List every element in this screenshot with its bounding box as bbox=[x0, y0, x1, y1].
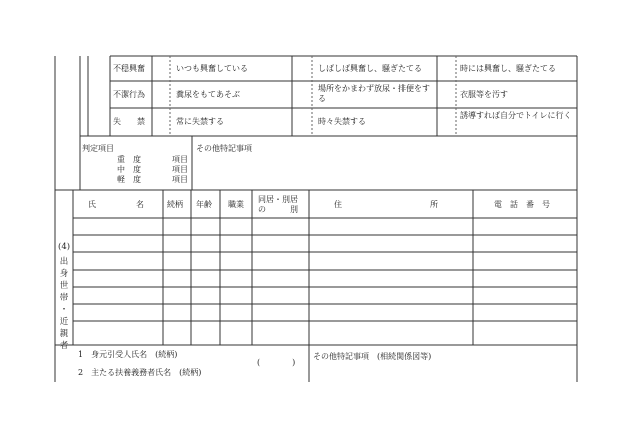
agitation-severe: いつも興奮している bbox=[176, 64, 248, 73]
header-name: 氏 名 bbox=[88, 200, 144, 209]
unclean-severe: 糞尿をもてあそぶ bbox=[176, 90, 240, 99]
row-label-unclean: 不潔行為 bbox=[113, 90, 145, 99]
incontinence-mild: 誘導すれば自分でトイレに行く bbox=[460, 111, 572, 120]
judgement-mild-unit: 項目 bbox=[172, 175, 188, 184]
agitation-mild: 時には興奮し、騒ぎたてる bbox=[460, 64, 556, 73]
agitation-moderate: しばしば興奮し、騒ぎたてる bbox=[318, 64, 422, 73]
row-label-incontinence: 失 禁 bbox=[113, 117, 145, 126]
unclean-moderate: 場所をかまわず放尿・排便をする bbox=[318, 84, 430, 103]
incontinence-moderate: 時々失禁する bbox=[318, 117, 366, 126]
family-section-title: 出 身 世 帯 ・ 近 親 者 bbox=[59, 257, 69, 351]
guarantor-relation-paren: ( ) bbox=[257, 358, 296, 367]
header-cohabit: 同居・別居 の 別 bbox=[258, 195, 298, 214]
family-section-number: (4) bbox=[58, 242, 71, 252]
family-notes-label: その他特記事項 (相続関係図等) bbox=[313, 352, 432, 361]
header-address: 住 所 bbox=[334, 200, 438, 209]
header-job: 職業 bbox=[228, 200, 244, 209]
judgement-title: 判定項目 bbox=[82, 144, 114, 153]
judgement-severe-unit: 項目 bbox=[172, 155, 188, 164]
header-relation: 続柄 bbox=[167, 200, 183, 209]
supporter-label: 2 主たる扶養義務者氏名 (続柄) bbox=[78, 368, 202, 377]
row-label-agitation: 不穏興奮 bbox=[113, 64, 145, 73]
header-phone: 電 話 番 号 bbox=[494, 200, 550, 209]
judgement-moderate-unit: 項目 bbox=[172, 165, 188, 174]
judgement-severe-level: 重 度 bbox=[117, 155, 141, 164]
judgement-mild-level: 軽 度 bbox=[117, 175, 141, 184]
judgement-notes-label: その他特記事項 bbox=[196, 144, 252, 153]
guarantor-label: 1 身元引受人氏名 (続柄) bbox=[78, 350, 178, 359]
header-age: 年齢 bbox=[196, 200, 212, 209]
unclean-mild: 衣服等を汚す bbox=[460, 90, 508, 99]
incontinence-severe: 常に失禁する bbox=[176, 117, 224, 126]
judgement-moderate-level: 中 度 bbox=[117, 165, 141, 174]
